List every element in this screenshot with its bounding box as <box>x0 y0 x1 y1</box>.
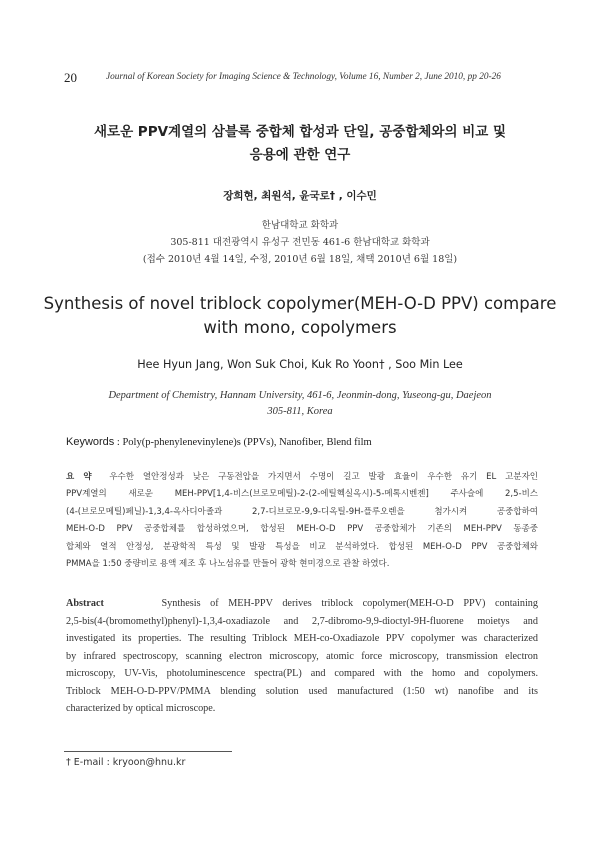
keywords-text: : Poly(p-phenylenevinylene)s (PPVs), Nanofiber, Blend film <box>116 437 372 448</box>
keywords-label: Keywords <box>66 436 115 448</box>
page-number: 20 <box>64 70 77 85</box>
english-abstract-line: investigated its properties. The resulting Triblock MEH-co-Oxadiazole PPV copolymer was characterized <box>66 633 538 644</box>
keywords <box>66 436 372 448</box>
korean-affiliation-line-2: 305-811 대전광역시 유성구 전민동 461-6 한남대학교 화학과 <box>170 237 430 248</box>
footnote-email: † E-mail : kryoon@hnu.kr <box>66 757 186 768</box>
submission-dates: (접수 2010년 4월 14일, 수정, 2010년 6월 18일, 채택 2010년 6월 18일) <box>142 254 458 265</box>
footnote-divider <box>64 751 232 752</box>
english-abstract-label: Abstract <box>66 598 104 609</box>
english-abstract-line: Abstract Synthesis of MEH-PPV derives triblock copolymer(MEH-O-D PPV) containing <box>66 598 538 609</box>
english-authors: Hee Hyun Jang, Won Suk Choi, Kuk Ro Yoon† , Soo Min Lee <box>137 358 463 371</box>
korean-abstract-line: 요 약 우수한 열안정성과 낮은 구동전압을 가지면서 수명이 길고 발광 효율이 우수한 유기 EL 고분자인 <box>66 472 538 482</box>
korean-title-line-1: 새로운 PPV계열의 삼블록 중합체 합성과 단일, 공중합체와의 비교 및 <box>93 124 507 140</box>
korean-abstract-line: (4-(브로모메틸)페닐)-1,3,4-옥사디아졸과 2,7-디브로모-9,9-디옥틸-9H-플루오렌을 첨가시켜 공중합하여 <box>66 507 538 517</box>
english-affiliation-line-1: Department of Chemistry, Hannam University, 461-6, Jeonmin-dong, Yuseong-gu, Daejeon <box>108 390 492 401</box>
korean-authors: 장희현, 최원석, 윤국로† , 이수민 <box>223 190 377 202</box>
english-abstract-line: Triblock MEH-O-D-PPV/PMMA blending solution used manufactured (1:50 wt) nanofibe and its <box>66 686 538 697</box>
english-abstract-line: characterized by optical microscope. <box>66 703 216 714</box>
korean-affiliation-line-1: 한남대학교 화학과 <box>261 220 339 231</box>
korean-abstract-label: 요 약 <box>66 472 92 482</box>
english-title-line-1: Synthesis of novel triblock copolymer(MEH-O-D PPV) compare <box>43 294 557 313</box>
english-abstract-line: 2,5-bis(4-(bromomethyl)phenyl)-1,3,4-oxadiazole and 2,7-dibromo-9,9-dioctyl-9H-fluorene moietys and <box>66 616 538 627</box>
korean-title-line-2: 응용에 관한 연구 <box>249 147 351 163</box>
english-affiliation-line-2: 305-811, Korea <box>267 406 333 417</box>
journal-header: Journal of Korean Society for Imaging Science & Technology, Volume 16, Number 2, June 2010, pp 20-26 <box>106 72 501 82</box>
english-abstract-line: microscopy, UV-Vis, photoluminescence spectra(PL) and compared with the homo and copolymers. <box>66 668 538 679</box>
korean-abstract-line: MEH-O-D PPV 공중합체를 합성하였으며, 합성된 MEH-O-D PPV 공중합체가 기존의 MEH-PPV 동종중 <box>66 524 538 534</box>
korean-abstract-line: PMMA을 1:50 중량비로 용액 제조 후 나노섬유를 만들어 광학 현미경으로 관찰 하였다. <box>66 559 390 569</box>
korean-abstract-line: 합체와 열적 안정성, 분광학적 특성 및 발광 특성을 비교 분석하였다. 합성된 MEH-O-D PPV 공중합체와 <box>66 542 538 552</box>
english-abstract-line: by infrared spectroscopy, scanning electron microscopy, atomic force microscopy, transmission electron <box>66 651 538 662</box>
korean-abstract-line: PPV계열의 새로운 MEH-PPV[1,4-비스(브로모메틸)-2-(2-에틸헥실옥시)-5-메톡시벤젠] 주사슬에 2,5-비스 <box>66 489 538 499</box>
english-title-line-2: with mono, copolymers <box>203 318 397 337</box>
